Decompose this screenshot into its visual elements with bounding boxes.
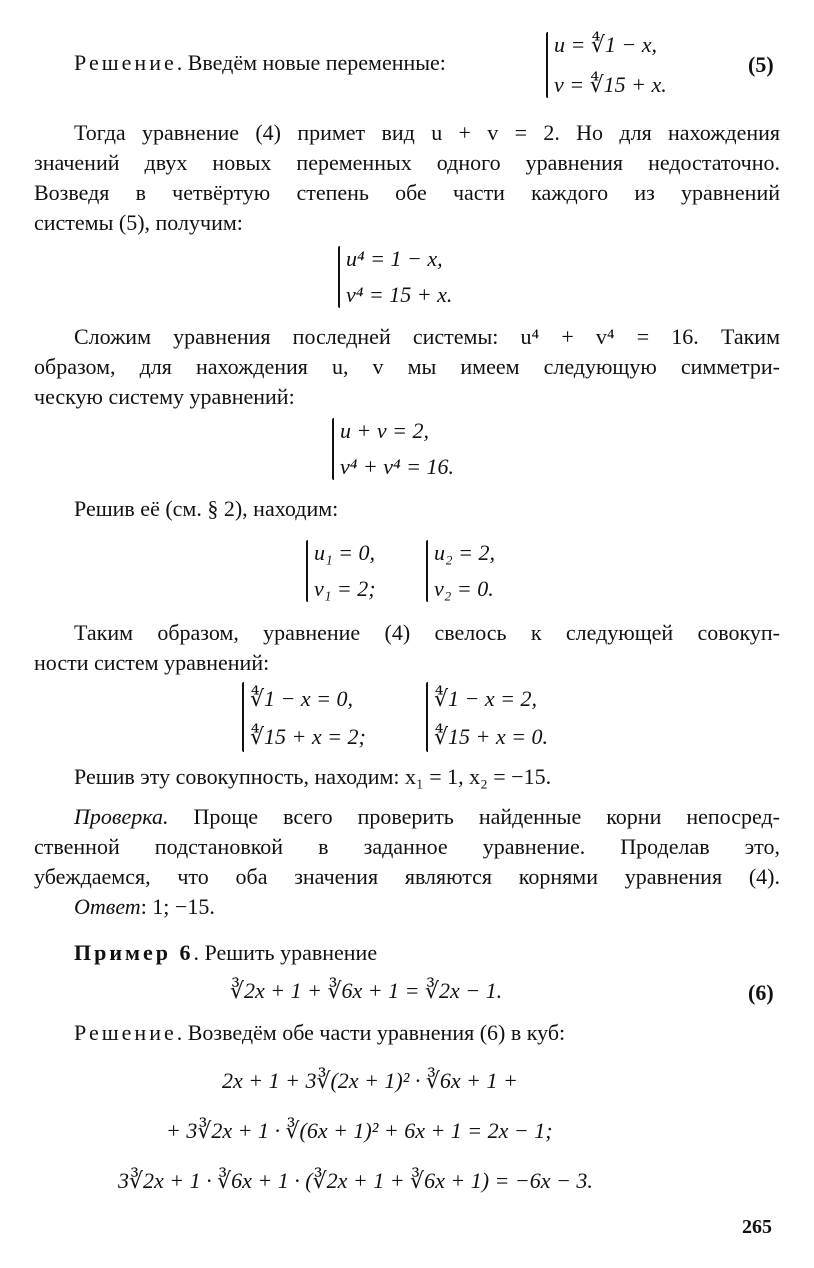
answer-line — [74, 892, 215, 922]
system-line: ∜1 − x = 2, — [434, 686, 537, 711]
paragraph-line: Тогда уравнение (4) примет вид u + v = 2. Но для нахождения — [74, 120, 780, 145]
calc-line: + 3∛2x + 1 · ∛(6x + 1)² + 6x + 1 = 2x − 1; — [166, 1118, 553, 1143]
system-brace — [242, 682, 244, 752]
paragraph-line: Возведя в четвёртую степень обе части каждого из уравнений — [34, 180, 780, 205]
answer-text: : 1; −15. — [140, 894, 215, 919]
equation-6: ∛2x + 1 + ∛6x + 1 = ∛2x − 1. — [230, 978, 503, 1003]
page-number: 265 — [742, 1216, 772, 1238]
system-line: u + v = 2, — [340, 418, 429, 443]
equation-number: (6) — [748, 980, 774, 1005]
system5-u: u = ∜1 − x, — [554, 32, 657, 57]
paragraph-line: значений двух новых переменных одного уравнения недостаточно. — [34, 150, 780, 175]
paragraph-line: ческую систему уравнений: — [34, 384, 295, 409]
paragraph-line: ности систем уравнений: — [34, 650, 270, 675]
system-brace — [546, 32, 548, 98]
system-line: u⁴ = 1 − x, — [346, 246, 443, 271]
example-label: Пример 6 — [74, 940, 194, 965]
paragraph-line: системы (5), получим: — [34, 210, 243, 235]
system-line: ∜15 + x = 0. — [434, 724, 548, 749]
system-line: v⁴ = 15 + x. — [346, 282, 453, 307]
system-brace — [426, 682, 428, 752]
solution-text: . Возведём обе части уравнения (6) в куб: — [176, 1020, 566, 1045]
system-line: u₁ = 0, — [314, 540, 375, 565]
system-line: ∜1 − x = 0, — [250, 686, 353, 711]
paragraph-line: образом, для нахождения u, v мы имеем следующую симметри- — [34, 354, 780, 379]
paragraph-line: Таким образом, уравнение (4) свелось к следующей совокуп- — [74, 620, 780, 645]
paragraph-line: Решив эту совокупность, находим: x₁ = 1, x₂ = −15. — [74, 764, 552, 789]
intro-text: . Введём новые переменные: — [176, 50, 446, 75]
paragraph-line: ственной подстановкой в заданное уравнение. Проделав это, — [34, 834, 780, 859]
check-label: Проверка. — [74, 804, 169, 829]
paragraph-line: Решив её (см. § 2), находим: — [74, 496, 339, 521]
calc-line: 3∛2x + 1 · ∛6x + 1 · (∛2x + 1 + ∛6x + 1) = −6x − 3. — [118, 1168, 593, 1193]
answer-label: Ответ — [74, 894, 141, 919]
system-brace — [306, 540, 308, 602]
paragraph-line: убеждаемся, что оба значения являются корнями уравнения (4). — [34, 864, 780, 889]
system-line: v₂ = 0. — [434, 576, 494, 601]
intro-line — [74, 48, 446, 78]
system-brace — [338, 246, 340, 308]
system-brace — [332, 418, 334, 480]
check-text: Проще всего проверить найденные корни непосред- — [168, 804, 780, 829]
solution-line — [74, 1018, 565, 1048]
system-line: ∜15 + x = 2; — [250, 724, 366, 749]
calc-line: 2x + 1 + 3∛(2x + 1)² · ∛6x + 1 + — [222, 1068, 518, 1093]
system-brace — [426, 540, 428, 602]
solution-label: Решение — [74, 50, 177, 75]
system5-v: v = ∜15 + x. — [554, 72, 667, 97]
example-heading — [74, 938, 377, 968]
check-line — [74, 802, 780, 832]
equation-number: (5) — [748, 52, 774, 77]
system-line: v₁ = 2; — [314, 576, 376, 601]
system-line: u₂ = 2, — [434, 540, 495, 565]
solution-label: Решение — [74, 1020, 177, 1045]
paragraph-line: Сложим уравнения последней системы: u⁴ + v⁴ = 16. Таким — [74, 324, 780, 349]
system-line: v⁴ + v⁴ = 16. — [340, 454, 455, 479]
example-text: . Решить уравнение — [193, 940, 378, 965]
